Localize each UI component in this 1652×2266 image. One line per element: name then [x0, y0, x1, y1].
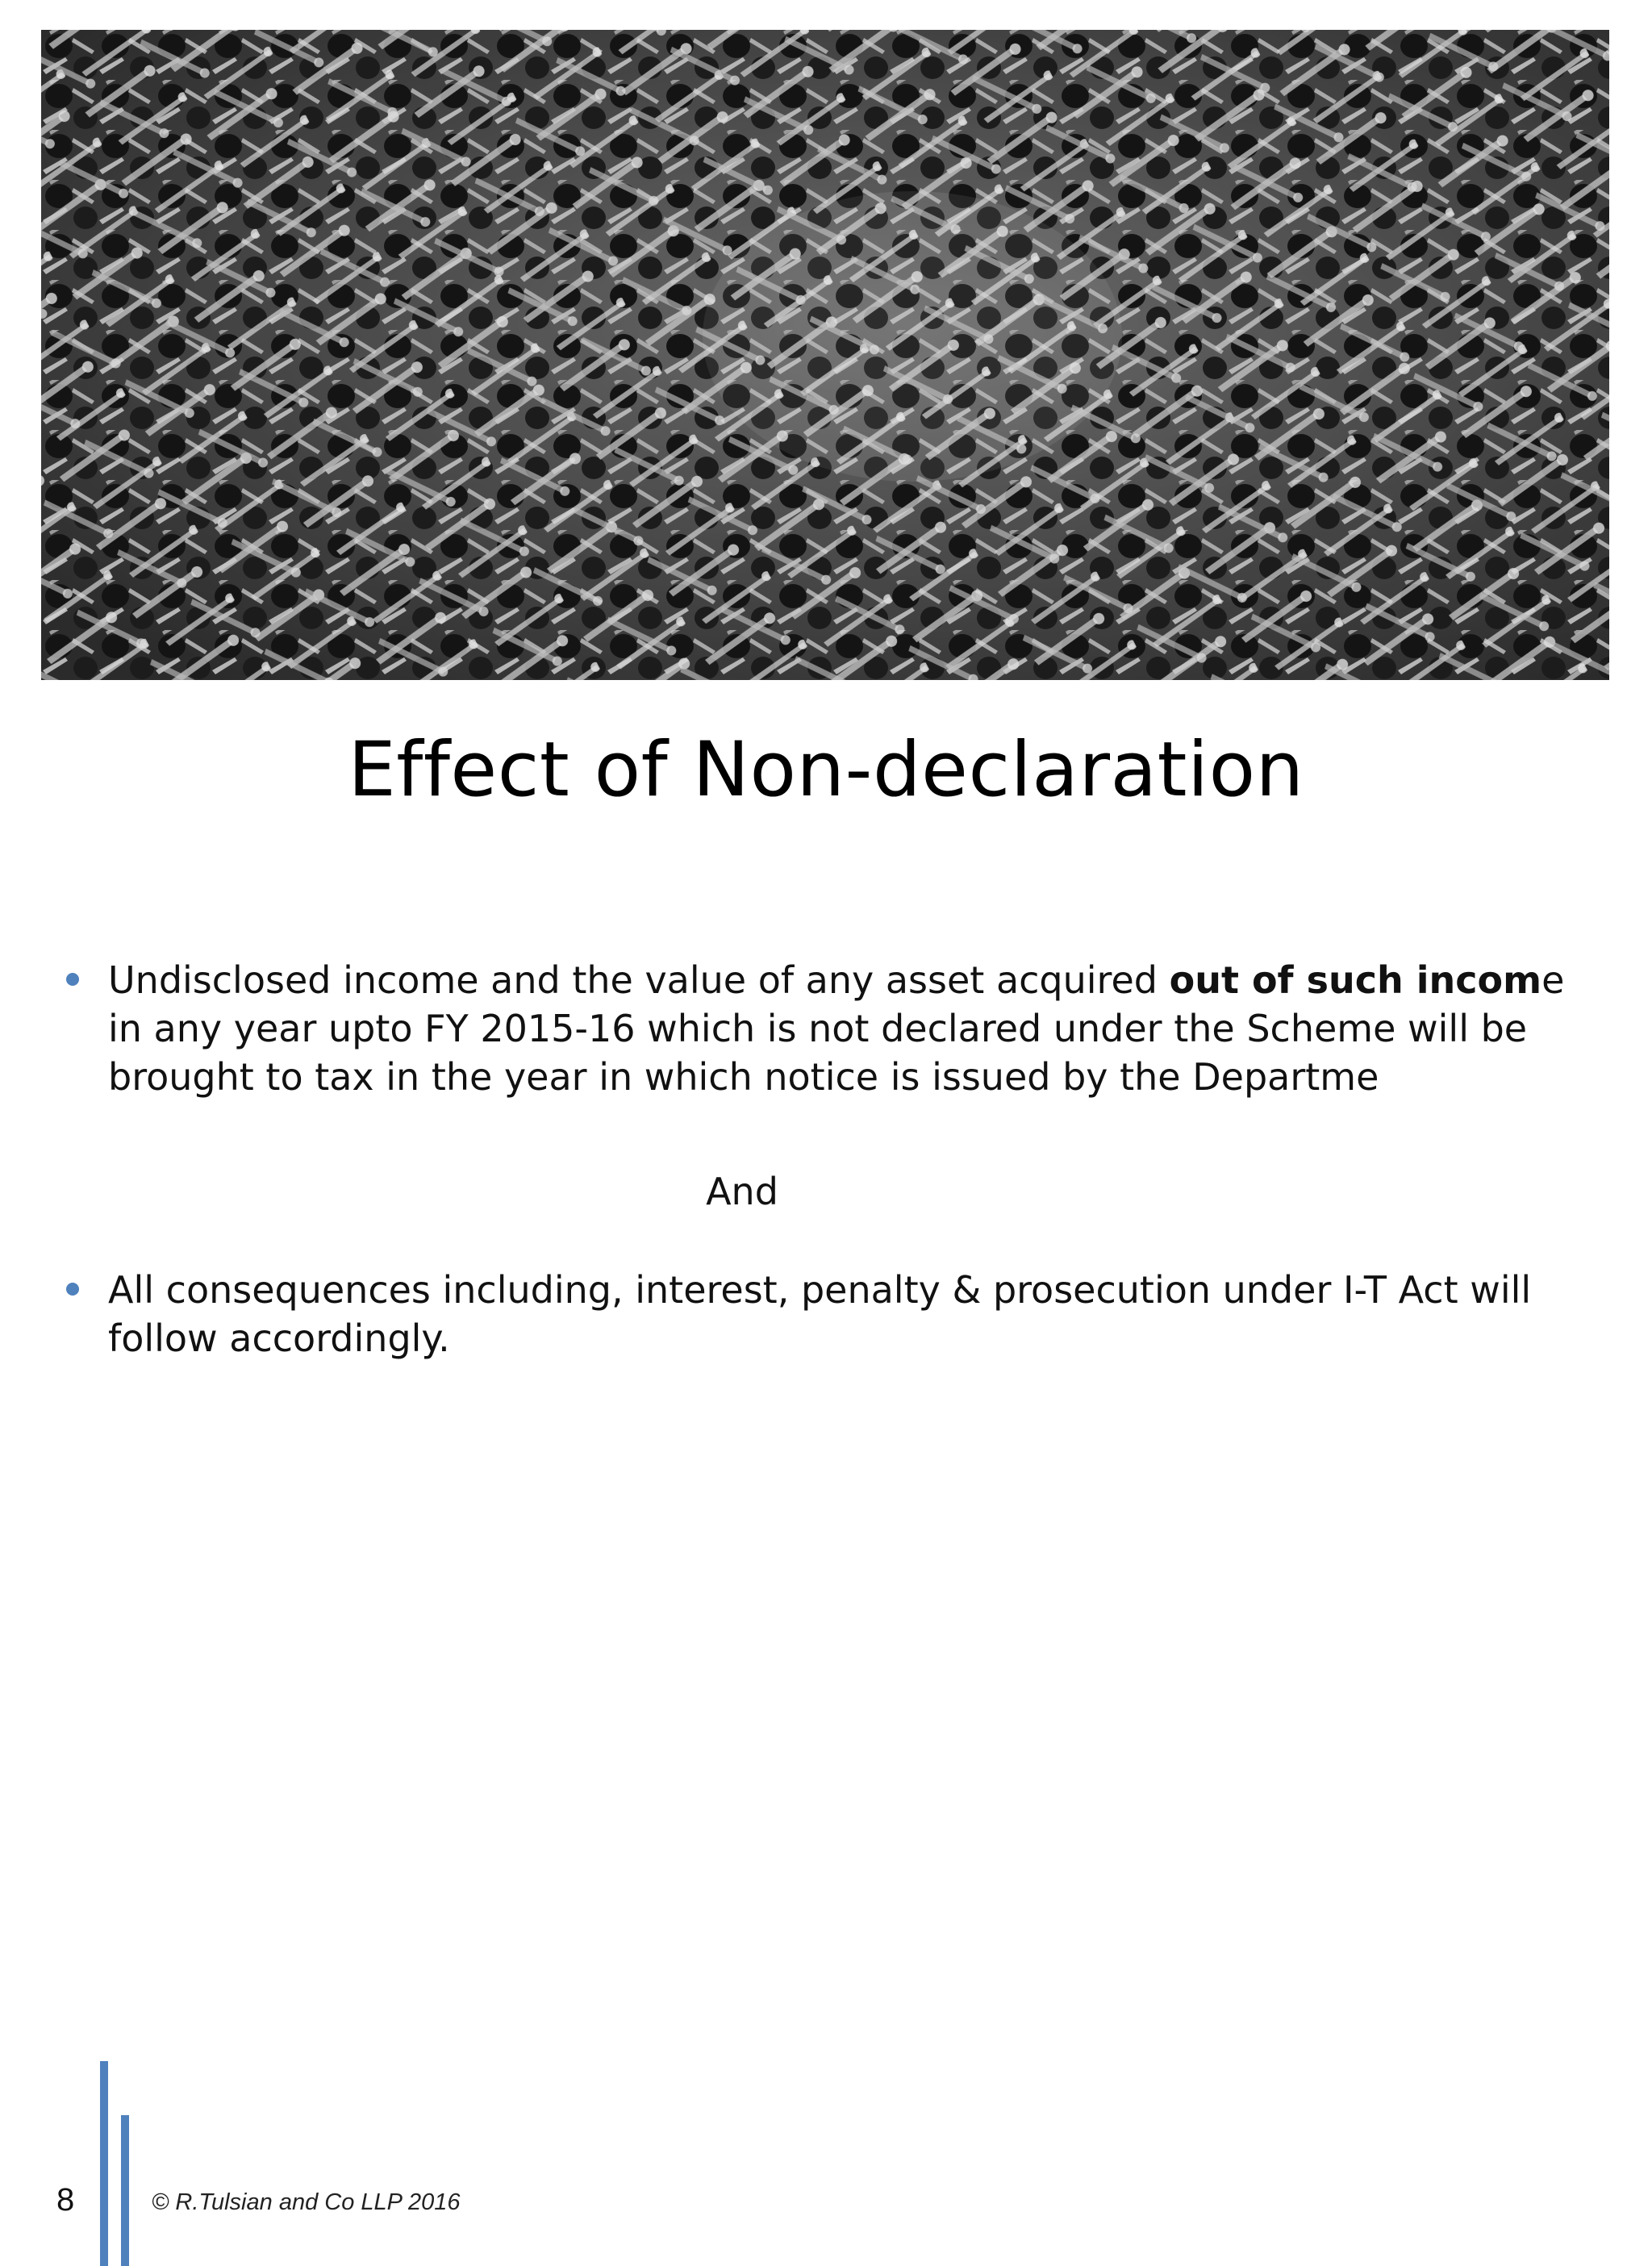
- bullet-text-bold: out of such incom: [1169, 958, 1542, 1002]
- connector-text: And: [706, 1170, 778, 1213]
- crowd-photo: [41, 30, 1609, 680]
- slide-title: Effect of Non-declaration: [348, 726, 1304, 814]
- bullet-text-after: e in any year upto FY 2015-16 which is not declared under the Scheme will be brought to tax in the year in which notice is issued by the Departme: [108, 958, 1565, 1099]
- bullet-text-before: Undisclosed income and the value of any asset acquired: [108, 958, 1170, 1002]
- bullet-text: All consequences including, interest, penalty & prosecution under I-T Act will follow accordingly.: [108, 1268, 1532, 1360]
- crowd-photo-graphic: [41, 30, 1609, 680]
- page-number: 8: [56, 2182, 75, 2218]
- copyright-notice: © R.Tulsian and Co LLP 2016: [152, 2189, 461, 2215]
- bullet-item-consequences: [65, 1266, 1641, 1363]
- bullet-dot-icon: [66, 973, 79, 986]
- footer-accent-bar-short: [121, 2115, 129, 2266]
- bullet-dot-icon: [66, 1283, 79, 1296]
- footer-accent-bar: [100, 2061, 108, 2266]
- bullet-item-undisclosed-income: [65, 956, 1597, 1101]
- bullet-list: [65, 956, 1597, 1101]
